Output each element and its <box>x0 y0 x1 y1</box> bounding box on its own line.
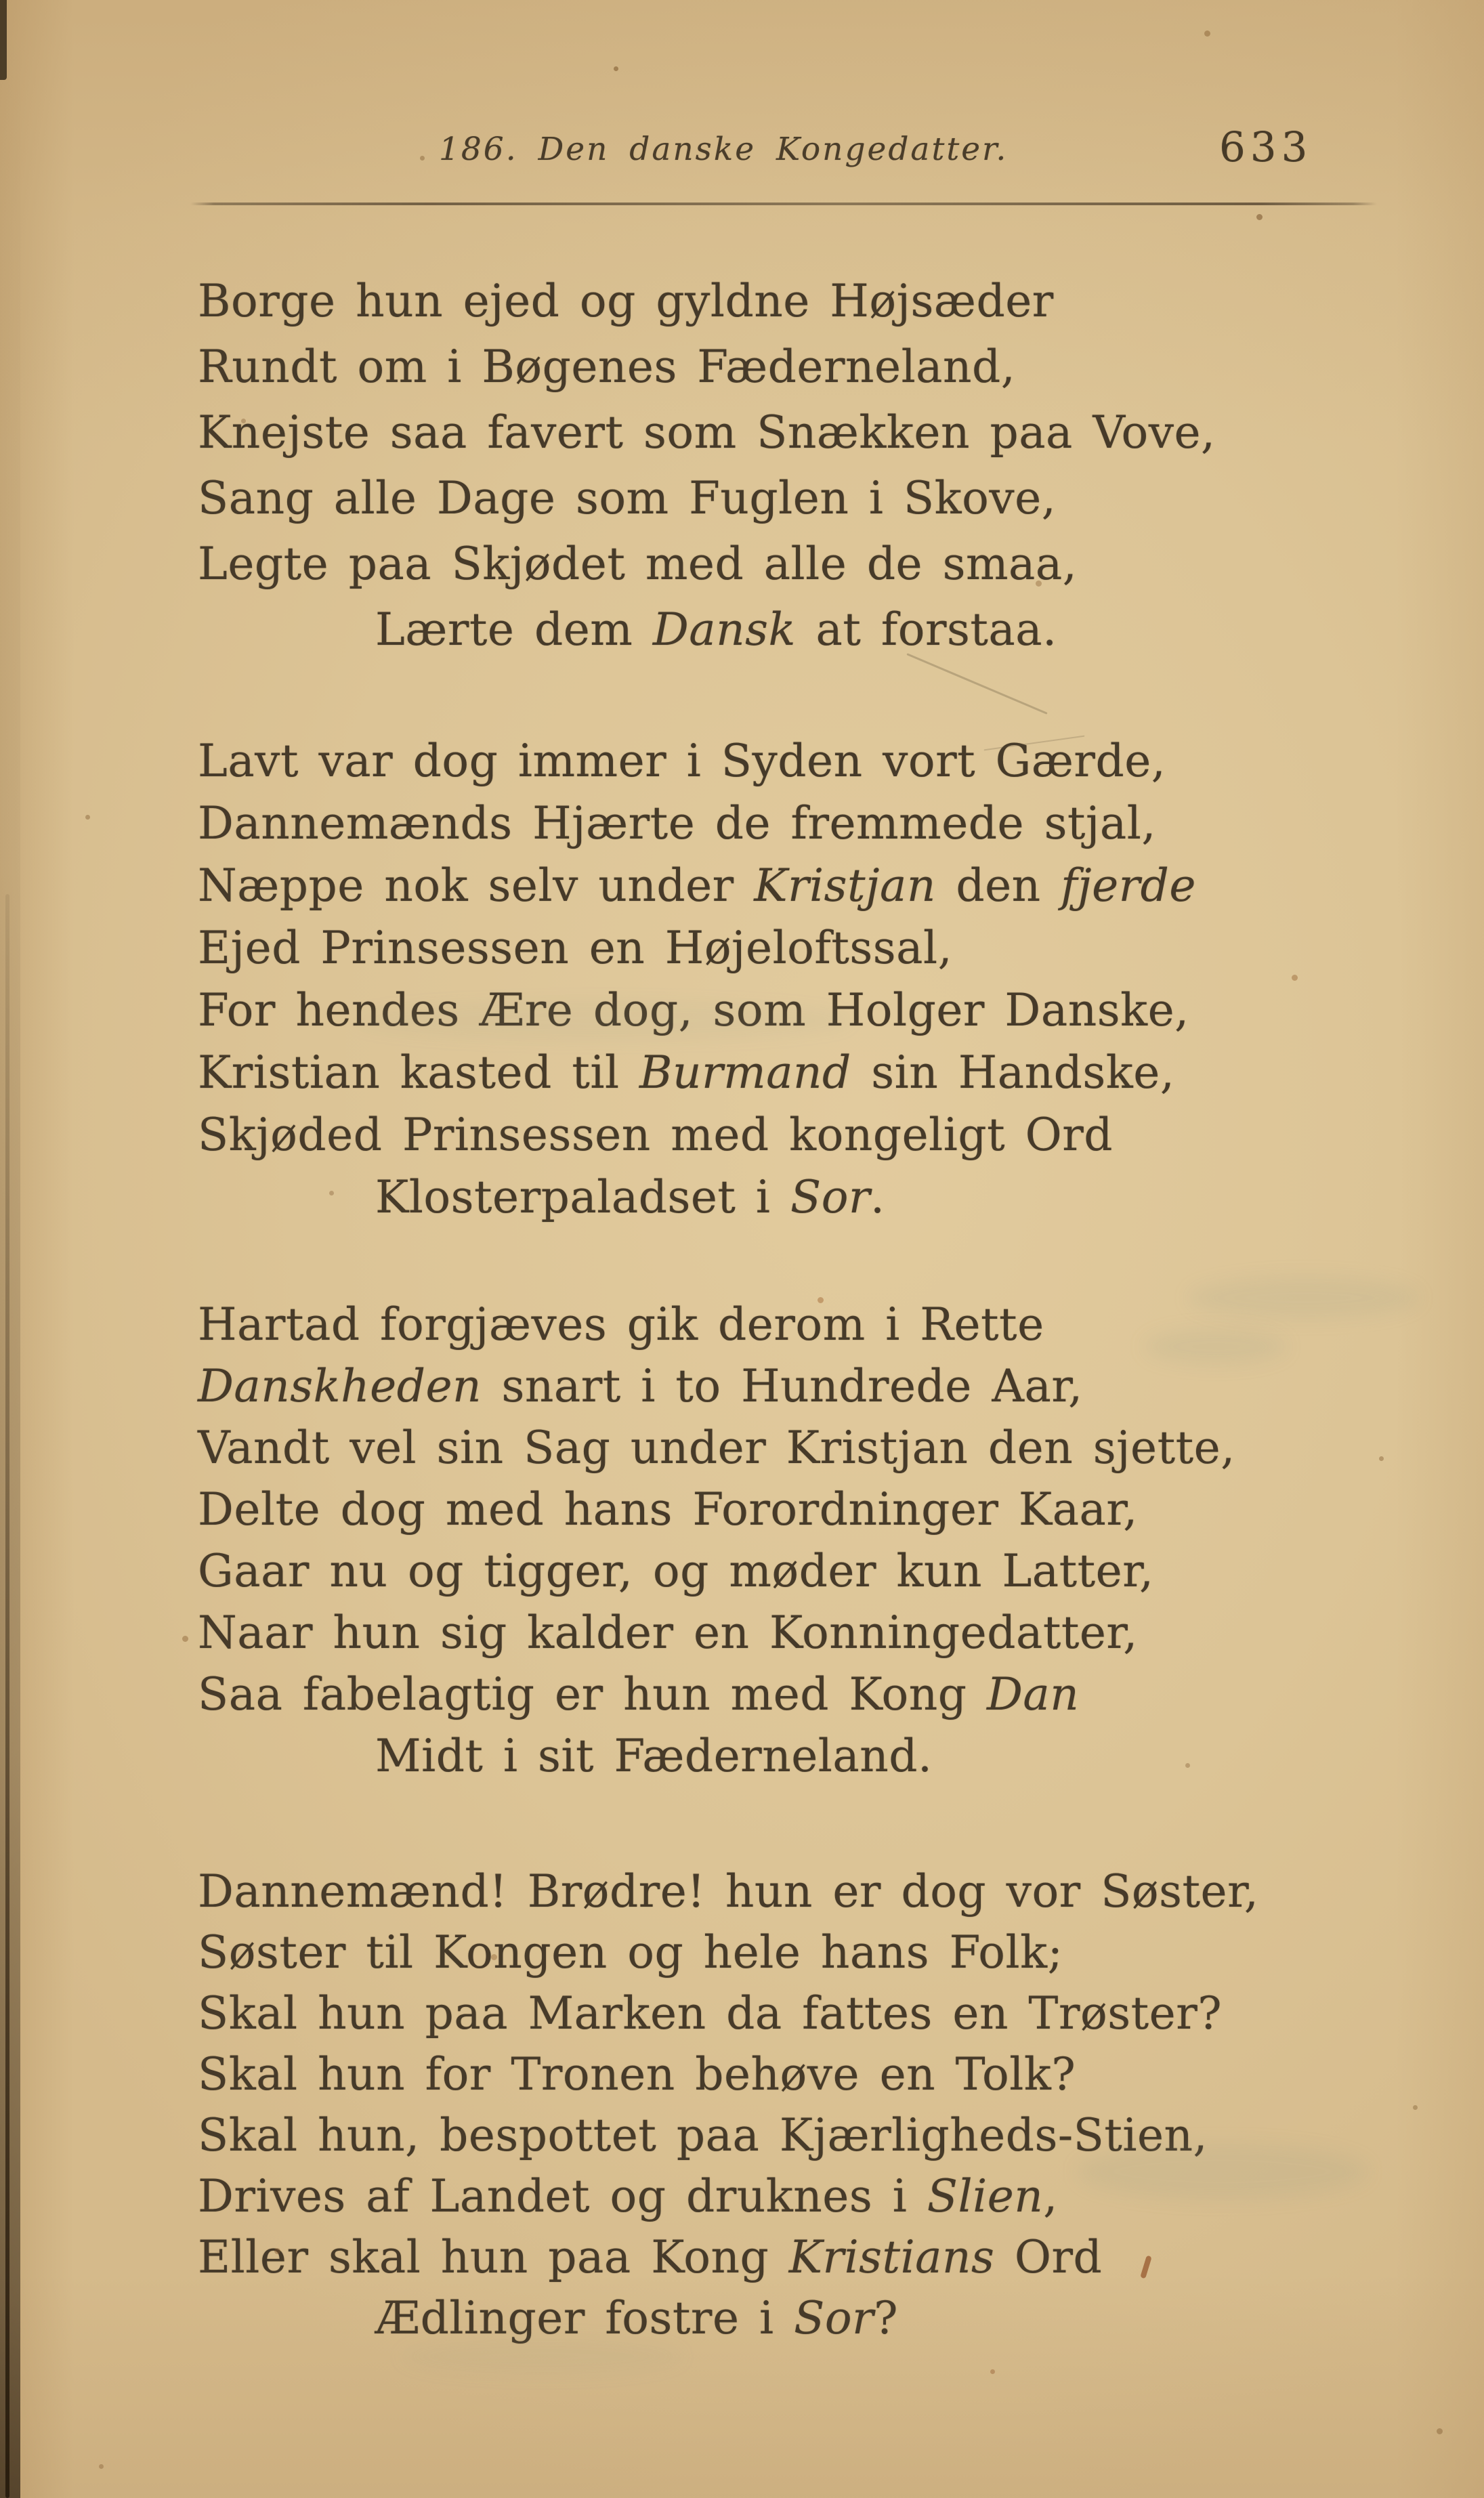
poem-text: Hartad forgjæves gik derom i Rette <box>198 1298 1044 1351</box>
poem-text: at forstaa. <box>796 604 1057 656</box>
poem-text: ? <box>874 2292 898 2344</box>
poem-text: Knejste saa favert som Snækken paa Vove, <box>198 406 1216 459</box>
poem-line <box>198 1104 1196 1166</box>
paper-speckles <box>614 66 618 71</box>
poem-line <box>198 1294 1235 1355</box>
poem-text: Ædlinger fostre i <box>375 2292 794 2344</box>
poem-text: Næppe nok selv under <box>198 860 755 912</box>
poem-word-italic: Dansk <box>652 604 796 656</box>
header-rule <box>190 203 1377 205</box>
poem-text: Dannemænds Hjærte de fremmede stjal, <box>198 797 1156 849</box>
poem-word-italic: Sor <box>794 2292 874 2344</box>
poem-line <box>198 1922 1258 1983</box>
running-title: 186. Den danske Kongedatter. <box>439 131 1009 168</box>
stanza-2 <box>198 730 1196 1229</box>
poem-line <box>198 792 1196 855</box>
poem-text: Eller skal hun paa Kong <box>198 2231 789 2283</box>
poem-text: Gaar nu og tigger, og møder kun Latter, <box>198 1545 1154 1597</box>
poem-line <box>198 1417 1235 1479</box>
poem-line <box>198 1540 1235 1602</box>
poem-text: For hendes Ære dog, som Holger Danske, <box>198 984 1189 1036</box>
poem-text: Drives af Landet og druknes i <box>198 2170 927 2222</box>
stanza-4 <box>198 1861 1258 2349</box>
poem-text: Rundt om i Bøgenes Fæderneland, <box>198 341 1016 393</box>
poem-line <box>198 1042 1196 1104</box>
poem-text: Skal hun, bespottet paa Kjærligheds-Stien, <box>198 2109 1208 2161</box>
bleed-through-ghost <box>400 2337 684 2376</box>
poem-word-italic: Burmand <box>639 1046 851 1099</box>
poem-line <box>198 730 1196 792</box>
poem-line <box>198 2288 1258 2349</box>
stanza-1 <box>198 268 1216 662</box>
poem-text: Saa fabelagtig er hun med Kong <box>198 1668 988 1720</box>
poem-text: Delte dog med hans Forordninger Kaar, <box>198 1483 1138 1536</box>
poem-text: sin Handske, <box>851 1046 1175 1099</box>
poem-line <box>198 531 1216 597</box>
bleed-through-ghost <box>352 1001 853 1040</box>
poem-text: Sang alle Dage som Fuglen i Skove, <box>198 472 1057 524</box>
poem-text: , <box>1043 2170 1058 2222</box>
binding-edge-line <box>5 894 9 2498</box>
poem-text: Klosterpaladset i <box>375 1171 790 1223</box>
binding-shadow <box>0 0 20 2498</box>
bleed-through-ghost <box>1077 2144 1368 2199</box>
poem-text: Borge hun ejed og gyldne Højsæder <box>198 275 1054 327</box>
poem-word-italic: fjerde <box>1061 860 1196 912</box>
poem-line <box>198 268 1216 334</box>
poem-line <box>198 1166 1196 1229</box>
poem-line <box>198 917 1196 979</box>
poem-line <box>198 1725 1235 1787</box>
poem-text: Dannemænd! Brødre! hun er dog vor Søster, <box>198 1865 1259 1918</box>
poem-line <box>198 2227 1258 2288</box>
poem-line <box>198 465 1216 531</box>
poem-word-italic: Kristjan <box>754 860 936 912</box>
poem-line <box>198 2044 1258 2105</box>
bleed-through-ghost <box>1145 1329 1287 1364</box>
poem-line <box>198 1983 1258 2044</box>
poem-line <box>198 334 1216 400</box>
poem-text: Ejed Prinsessen en Højeloftssal, <box>198 922 953 974</box>
poem-line <box>198 1479 1235 1540</box>
poem-text: Skal hun paa Marken da fattes en Trøster? <box>198 1987 1223 2039</box>
bleed-through-ghost <box>1189 1277 1419 1319</box>
poem-text: Skal hun for Tronen behøve en Tolk? <box>198 2048 1076 2100</box>
poem-text: Skjøded Prinsessen med kongeligt Ord <box>198 1109 1114 1161</box>
poem-line <box>198 1861 1258 1922</box>
page-number: 633 <box>1219 123 1313 171</box>
poem-text: . <box>870 1171 885 1223</box>
poem-text: Lavt var dog immer i Syden vort Gærde, <box>198 735 1166 787</box>
poem-text: Midt i sit Fæderneland. <box>375 1730 933 1782</box>
poem-text: den <box>935 860 1061 912</box>
poem-line <box>198 1355 1235 1417</box>
poem-text: Legte paa Skjødet med alle de smaa, <box>198 538 1078 590</box>
poem-text: Naar hun sig kalder en Konningedatter, <box>198 1607 1138 1659</box>
poem-text: snart i to Hundrede Aar, <box>482 1360 1083 1412</box>
poem-word-italic: Slien <box>927 2170 1044 2222</box>
poem-word-italic: Dan <box>987 1668 1080 1720</box>
poem-line <box>198 855 1196 917</box>
poem-text: Vandt vel sin Sag under Kristjan den sjette, <box>198 1422 1235 1474</box>
poem-text: Kristian kasted til <box>198 1046 640 1099</box>
poem-line <box>198 597 1216 662</box>
poem-text: Søster til Kongen og hele hans Folk; <box>198 1926 1063 1978</box>
poem-text: Lærte dem <box>375 604 653 656</box>
poem-line <box>198 1664 1235 1725</box>
poem-line <box>198 1602 1235 1664</box>
poem-text: Ord <box>994 2231 1103 2283</box>
corner-mark <box>0 0 7 80</box>
poem-line <box>198 400 1216 465</box>
stanza-3 <box>198 1294 1235 1787</box>
poem-word-italic: Sor <box>790 1171 870 1223</box>
poem-word-italic: Danskheden <box>198 1360 482 1412</box>
poem-word-italic: Kristians <box>788 2231 995 2283</box>
